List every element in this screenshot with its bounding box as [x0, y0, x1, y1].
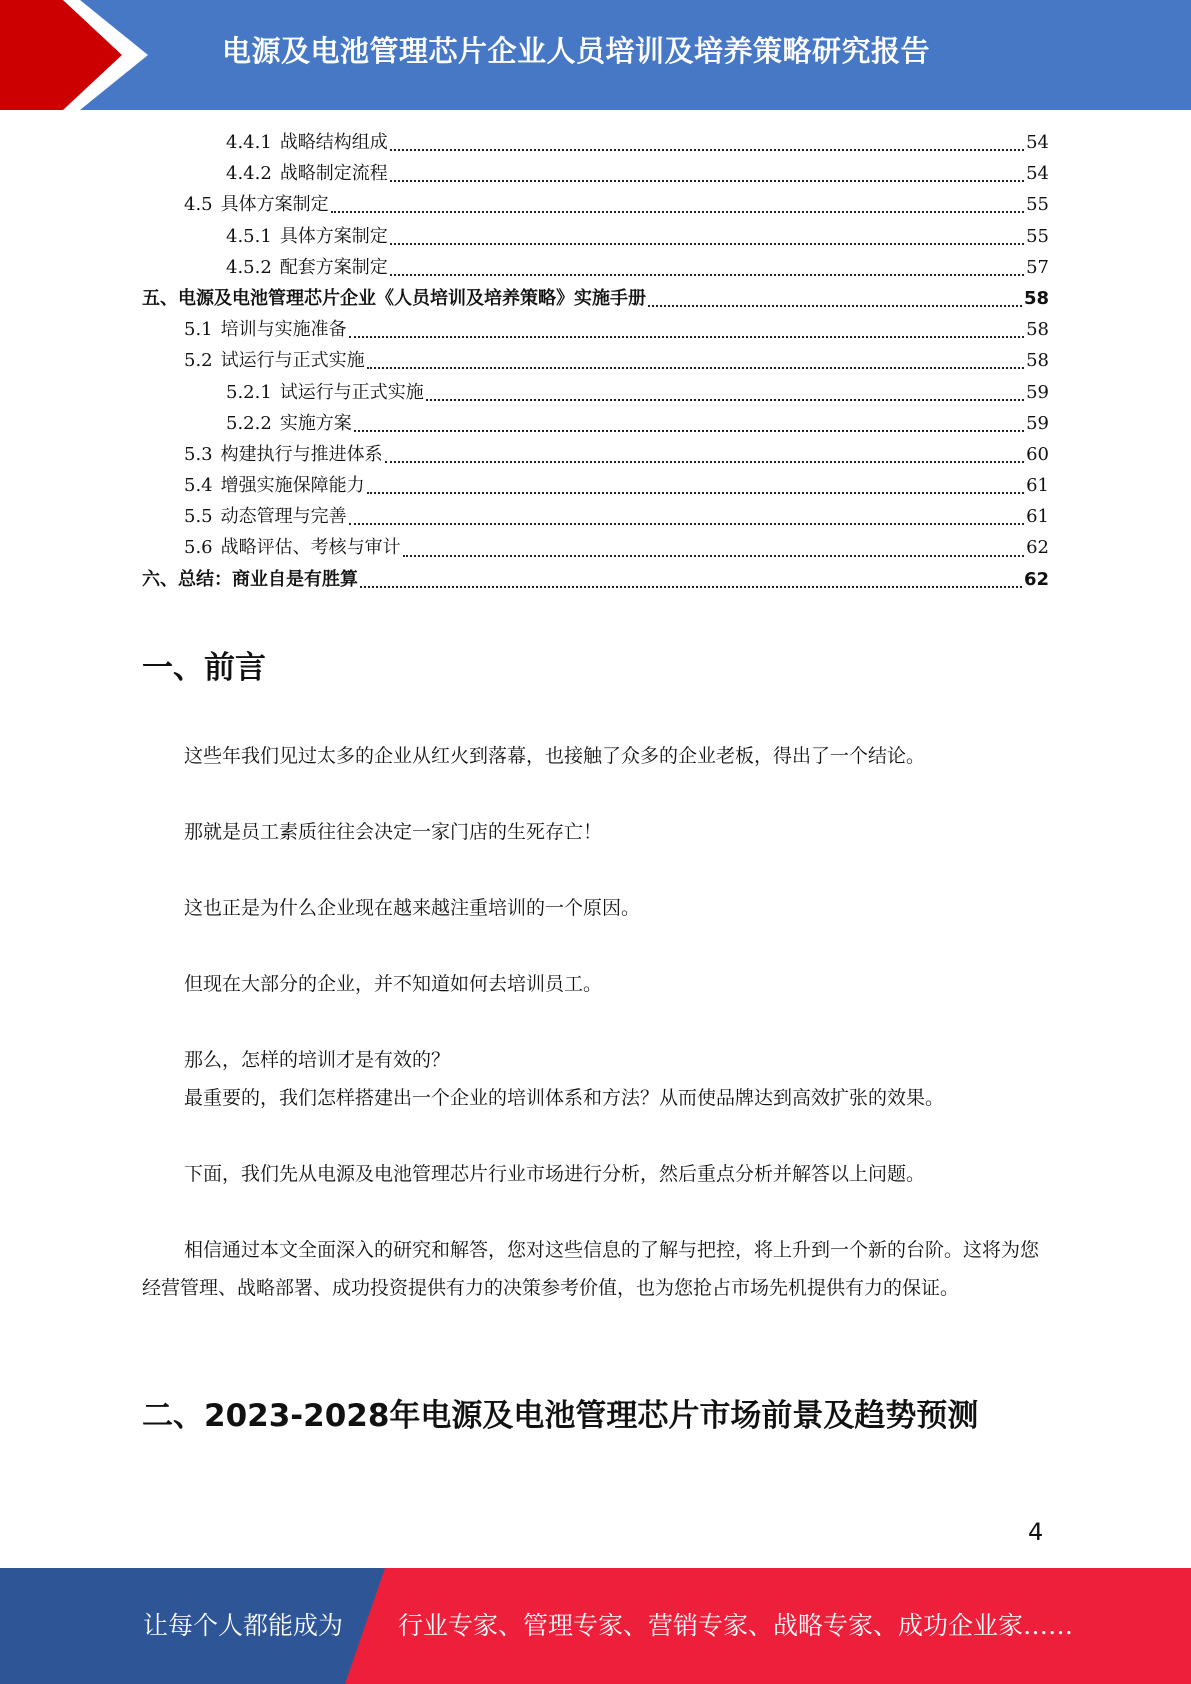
section-heading-market-forecast: 二、2023-2028年电源及电池管理芯片市场前景及趋势预测 — [142, 1398, 979, 1434]
toc-leader-dots — [426, 398, 1024, 401]
toc-entry[interactable] — [142, 439, 1049, 470]
toc-leader-dots — [390, 242, 1024, 245]
toc-leader-dots — [390, 179, 1024, 182]
toc-entry-number: 5.3 — [184, 443, 213, 465]
toc-entry-title: 构建执行与推进体系 — [220, 443, 383, 465]
toc-entry[interactable] — [142, 221, 1049, 252]
paragraph: 这些年我们见过太多的企业从红火到落幕，也接触了众多的企业老板，得出了一个结论。 — [184, 745, 926, 767]
toc-entry-page: 60 — [1026, 443, 1049, 465]
toc-entry-number: 六、 — [142, 568, 178, 590]
toc-entry-number: 4.5.2 — [226, 256, 272, 278]
toc-entry[interactable] — [142, 470, 1049, 501]
toc-entry-page: 58 — [1023, 287, 1049, 309]
toc-entry[interactable] — [142, 283, 1049, 314]
toc-entry-title: 战略结构组成 — [279, 132, 388, 153]
toc-entry[interactable] — [142, 532, 1049, 563]
toc-leader-dots — [349, 522, 1024, 525]
toc-entry[interactable] — [142, 252, 1049, 283]
paragraph: 那就是员工素质往往会决定一家门店的生死存亡！ — [184, 821, 603, 843]
page-footer — [0, 1568, 1191, 1684]
toc-leader-dots — [648, 304, 1022, 307]
toc-entry-title: 增强实施保障能力 — [220, 475, 365, 497]
toc-entry-title: 战略评估、考核与审计 — [220, 537, 401, 559]
toc-entry[interactable] — [142, 377, 1049, 408]
toc-entry-page: 55 — [1026, 225, 1049, 247]
toc-entry-page: 59 — [1026, 412, 1049, 434]
toc-leader-dots — [354, 429, 1024, 432]
toc-leader-dots — [385, 460, 1024, 463]
toc-entry-number: 5.5 — [184, 506, 213, 528]
toc-leader-dots — [403, 554, 1024, 557]
toc-entry-number: 5.6 — [184, 537, 213, 559]
toc-entry[interactable] — [142, 345, 1049, 376]
page-header — [0, 0, 1191, 110]
toc-entry[interactable] — [142, 158, 1049, 189]
toc-entry-title: 战略制定流程 — [279, 163, 388, 185]
toc-entry-page: 62 — [1023, 568, 1049, 590]
toc-entry-number: 5.2 — [184, 350, 213, 372]
toc-entry[interactable] — [142, 501, 1049, 532]
footer-slogan-left: 让每个人都能成为 — [143, 1611, 344, 1640]
page-number: 4 — [1028, 1518, 1044, 1546]
toc-entry-title: 试运行与正式实施 — [279, 381, 424, 403]
toc-entry-page: 58 — [1026, 350, 1049, 372]
toc-entry-page: 59 — [1026, 381, 1049, 403]
toc-entry[interactable] — [142, 189, 1049, 220]
report-title: 电源及电池管理芯片企业人员培训及培养策略研究报告 — [222, 34, 931, 68]
toc-leader-dots — [390, 148, 1024, 151]
toc-entry-number: 4.5.1 — [226, 225, 272, 247]
toc-entry-title: 动态管理与完善 — [220, 506, 347, 528]
toc-entry-page: 61 — [1026, 506, 1049, 528]
toc-entry-page: 57 — [1026, 256, 1049, 278]
paragraph: 但现在大部分的企业，并不知道如何去培训员工。 — [184, 973, 603, 995]
toc-entry-title: 具体方案制定 — [279, 225, 388, 247]
toc-entry-title: 配套方案制定 — [279, 256, 388, 278]
toc-entry[interactable] — [142, 314, 1049, 345]
toc-entry-page: 55 — [1026, 194, 1049, 216]
toc-entry-page: 54 — [1026, 163, 1049, 185]
toc-entry-title: 培训与实施准备 — [220, 319, 347, 341]
paragraph: 这也正是为什么企业现在越来越注重培训的一个原因。 — [184, 897, 641, 919]
toc-entry-number: 五、 — [142, 287, 178, 309]
footer-slogan-right: 行业专家、管理专家、营销专家、战略专家、成功企业家…… — [398, 1611, 1074, 1640]
toc-entry-page: 58 — [1026, 319, 1049, 341]
section-heading-preface: 一、前言 — [142, 650, 266, 686]
toc-entry[interactable] — [142, 564, 1049, 595]
toc-leader-dots — [367, 366, 1024, 369]
paragraph: 那么，怎样的培训才是有效的？ — [184, 1049, 451, 1071]
paragraph: 最重要的，我们怎样搭建出一个企业的培训体系和方法？从而使品牌达到高效扩张的效果。 — [184, 1087, 945, 1109]
table-of-contents — [142, 127, 1049, 595]
toc-leader-dots — [367, 491, 1024, 494]
toc-entry-title: 具体方案制定 — [220, 194, 329, 216]
toc-entry-page: 62 — [1026, 537, 1049, 559]
toc-entry-number: 4.5 — [184, 194, 213, 216]
paragraph: 相信通过本文全面深入的研究和解答，您对这些信息的了解与把控，将上升到一个新的台阶。这将为您经营管理、战略部署、成功投资提供有力的决策参考价值，也为您抢占市场先机提供有力的保证。 — [142, 1239, 1040, 1299]
toc-entry[interactable] — [142, 408, 1049, 439]
toc-entry-number: 5.2.1 — [226, 381, 272, 403]
toc-entry[interactable] — [142, 127, 1049, 158]
toc-entry-title: 试运行与正式实施 — [220, 350, 365, 372]
toc-leader-dots — [349, 335, 1024, 338]
toc-entry-title: 实施方案 — [279, 412, 352, 434]
toc-entry-page: 61 — [1026, 475, 1049, 497]
toc-entry-number: 4.4.1 — [226, 132, 272, 153]
paragraph: 下面，我们先从电源及电池管理芯片行业市场进行分析，然后重点分析并解答以上问题。 — [184, 1163, 926, 1185]
toc-entry-page: 54 — [1026, 132, 1049, 153]
toc-entry-title: 电源及电池管理芯片企业《人员培训及培养策略》实施手册 — [178, 287, 646, 309]
toc-leader-dots — [390, 273, 1024, 276]
toc-entry-number: 5.2.2 — [226, 412, 272, 434]
toc-leader-dots — [331, 210, 1024, 213]
toc-leader-dots — [360, 585, 1022, 588]
toc-entry-number: 4.4.2 — [226, 163, 272, 185]
toc-entry-number: 5.1 — [184, 319, 213, 341]
toc-entry-title: 总结：商业自是有胜算 — [178, 568, 358, 590]
toc-entry-number: 5.4 — [184, 475, 213, 497]
